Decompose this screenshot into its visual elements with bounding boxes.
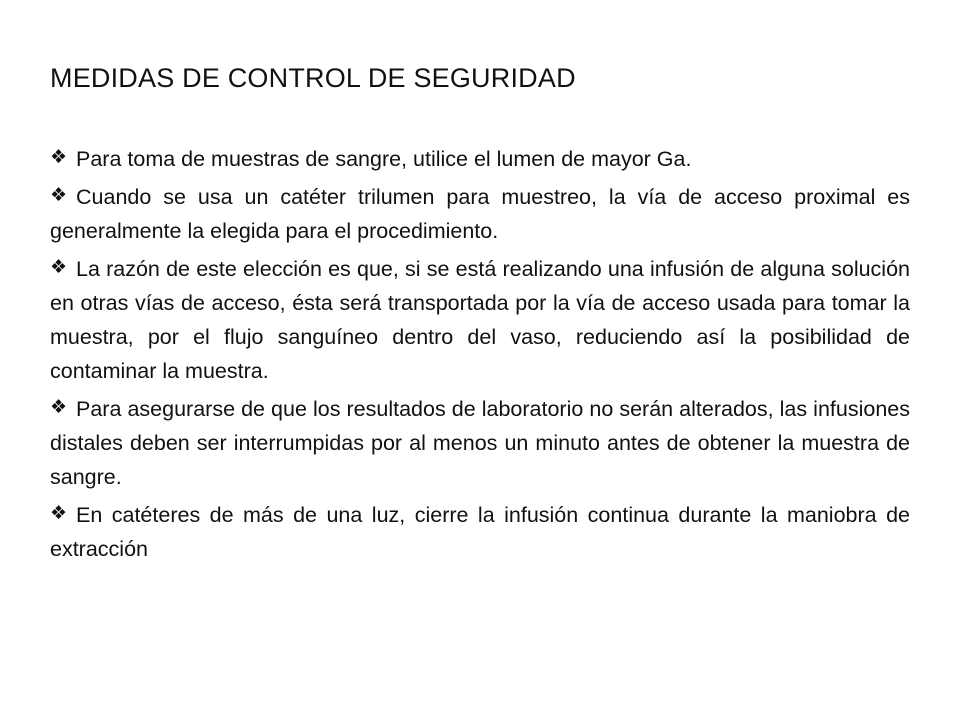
diamond-bullet-icon: ❖ bbox=[50, 396, 68, 418]
bullet-list bbox=[50, 142, 910, 570]
diamond-bullet-icon: ❖ bbox=[50, 146, 68, 168]
bullet-text: Para toma de muestras de sangre, utilice el lumen de mayor Ga. bbox=[76, 147, 692, 171]
bullet-text: Para asegurarse de que los resultados de laboratorio no serán alterados, las infusiones distales deben ser interrumpidas por al menos un minuto antes de obtener la muestra de sangre. bbox=[50, 397, 910, 489]
bullet-text: La razón de este elección es que, si se está realizando una infusión de alguna solución en otras vías de acceso, ésta será transportada por la vía de acceso usada para tomar la muestra, por el flujo sanguíneo dentro del vaso, reduciendo así la posibilidad de contaminar la muestra. bbox=[50, 257, 910, 383]
diamond-bullet-icon: ❖ bbox=[50, 256, 68, 278]
bullet-item bbox=[50, 180, 910, 248]
bullet-item bbox=[50, 392, 910, 494]
slide-title: MEDIDAS DE CONTROL DE SEGURIDAD bbox=[50, 63, 576, 93]
bullet-text: Cuando se usa un catéter trilumen para muestreo, la vía de acceso proximal es generalmente la elegida para el procedimiento. bbox=[50, 185, 910, 243]
bullet-item bbox=[50, 498, 910, 566]
diamond-bullet-icon: ❖ bbox=[50, 502, 68, 524]
bullet-text: En catéteres de más de una luz, cierre la infusión continua durante la maniobra de extracción bbox=[50, 503, 910, 561]
bullet-item bbox=[50, 142, 910, 176]
diamond-bullet-icon: ❖ bbox=[50, 184, 68, 206]
bullet-item bbox=[50, 252, 910, 388]
